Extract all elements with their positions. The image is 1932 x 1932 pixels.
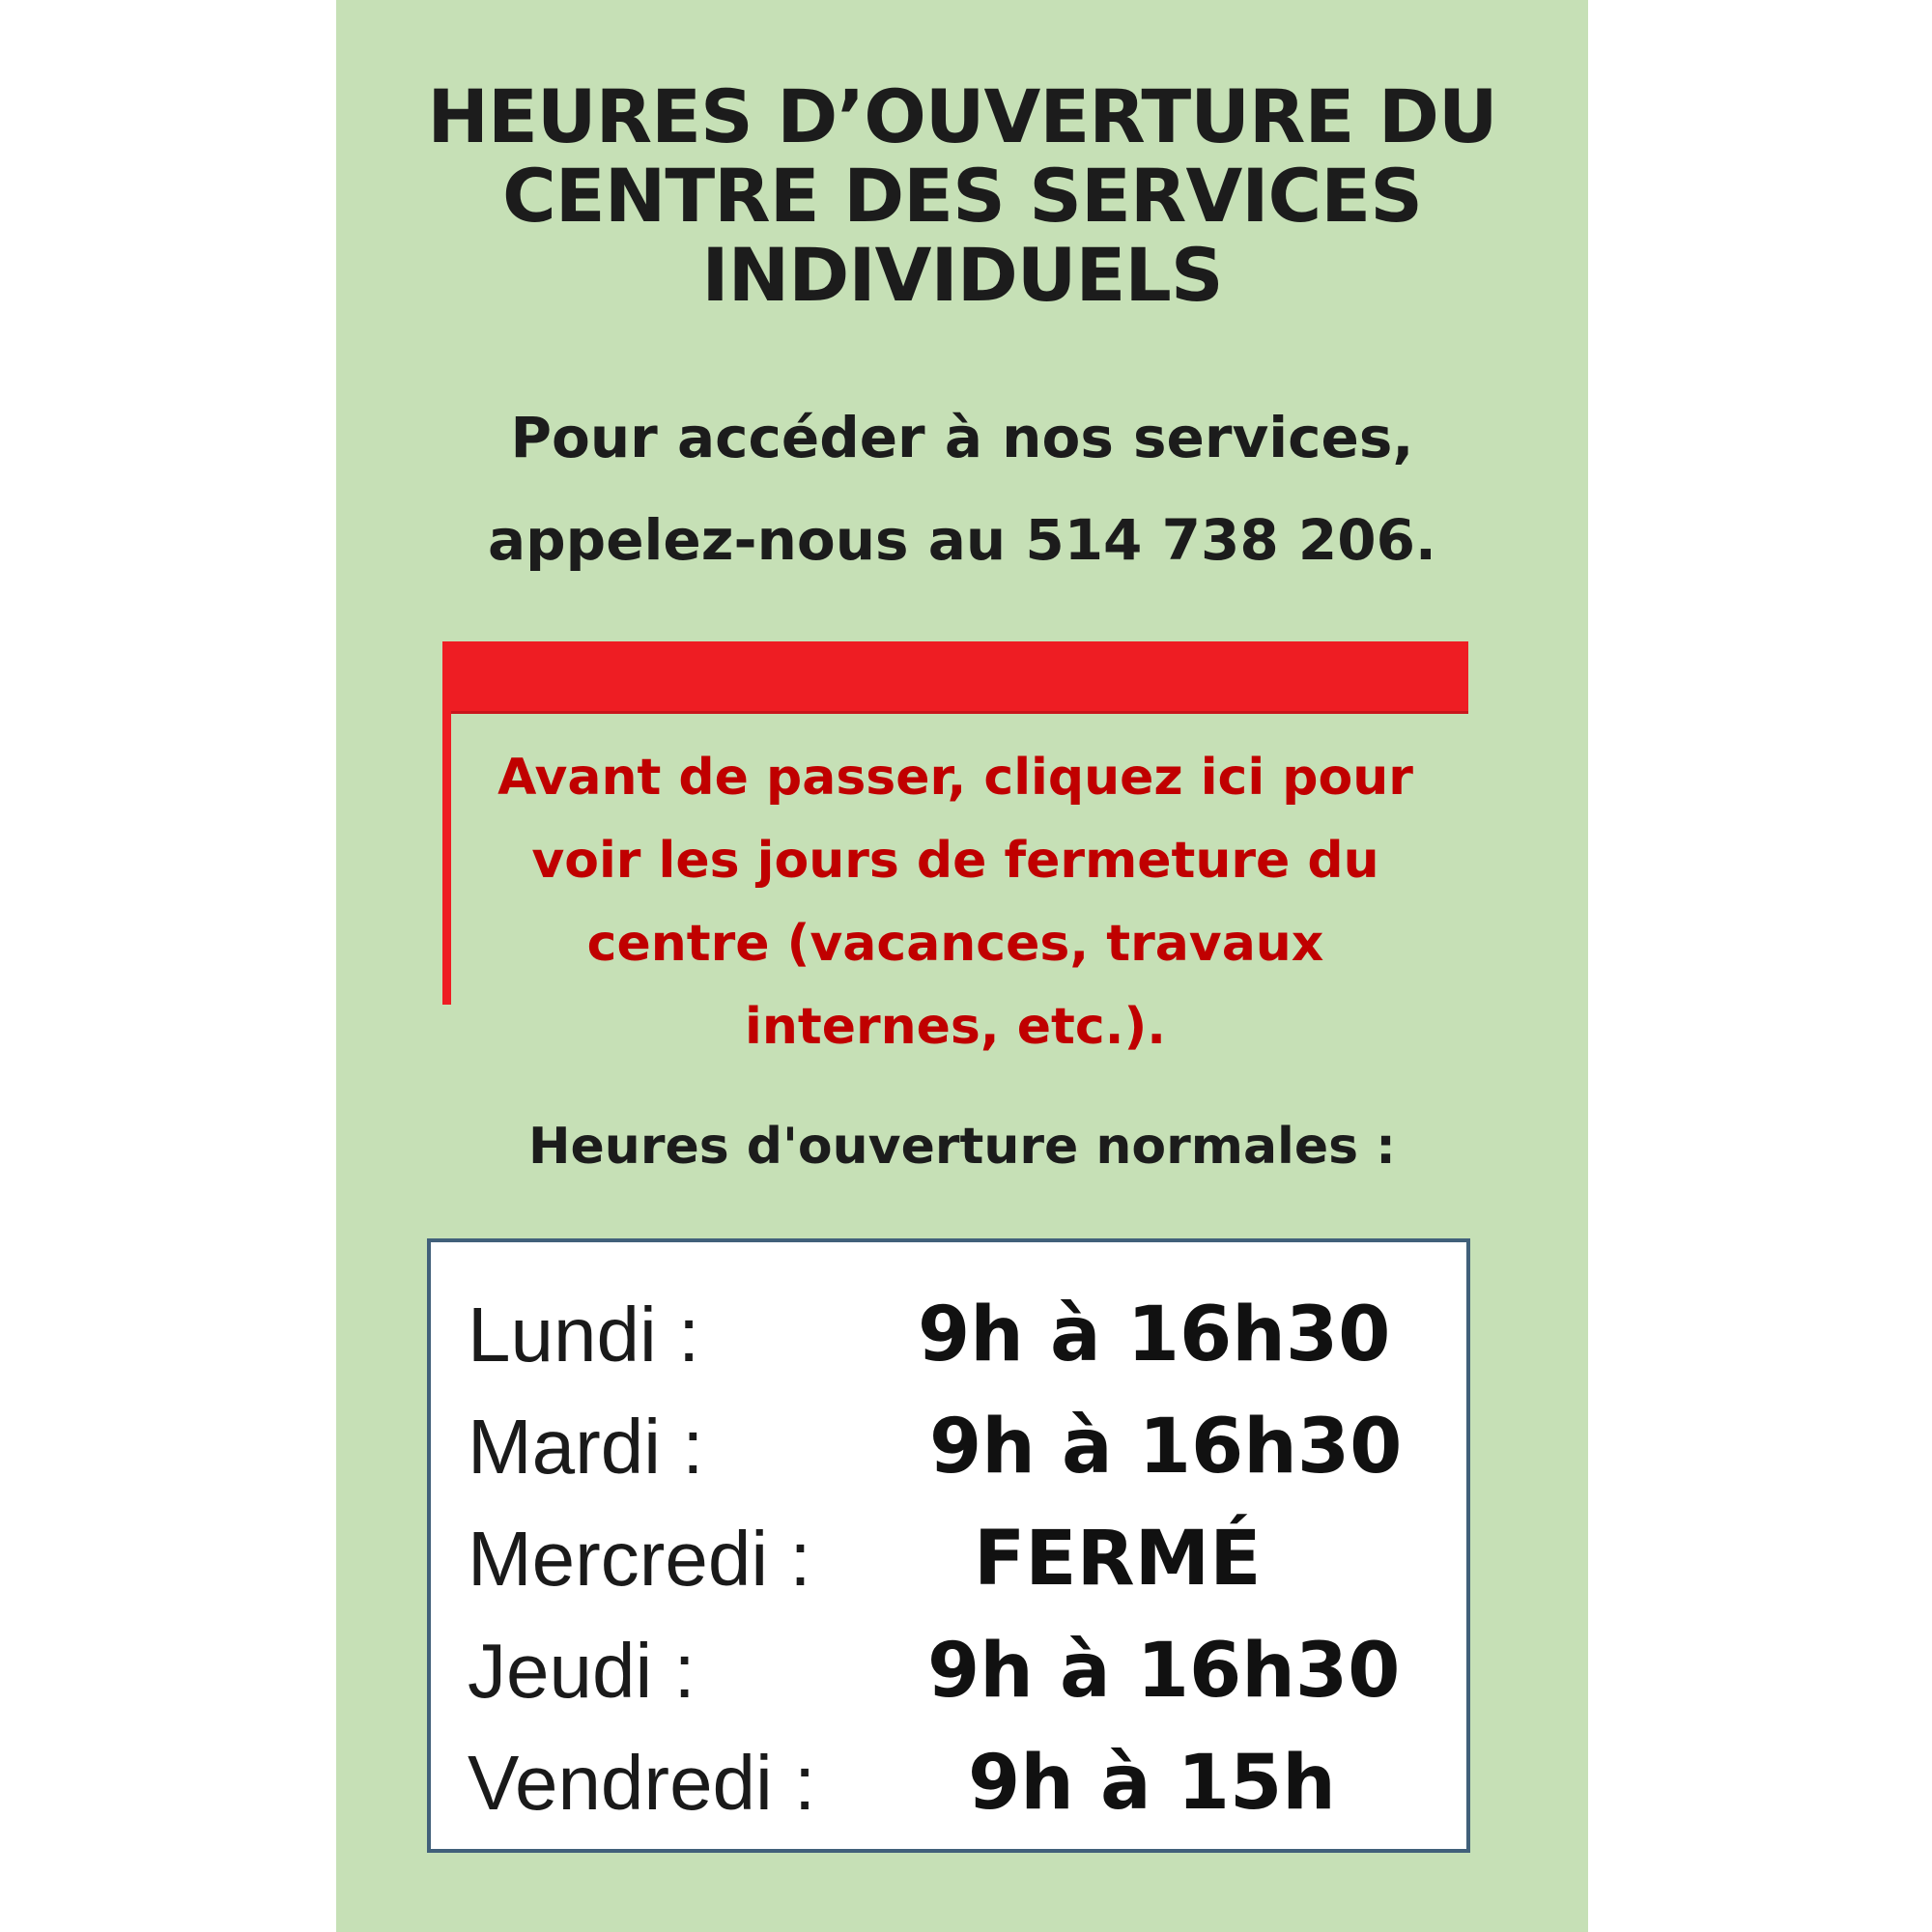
day-label: Mercredi : — [468, 1516, 811, 1602]
poster — [336, 0, 1588, 1932]
notice-line-1: Avant de passer, cliquez ici pour — [497, 749, 1413, 807]
title-line-3: INDIVIDUELS — [701, 232, 1223, 318]
notice-line-4: internes, etc.). — [745, 998, 1166, 1056]
day-hours: 9h à 15h — [968, 1740, 1336, 1827]
day-hours: 9h à 16h30 — [929, 1404, 1403, 1491]
hours-table — [427, 1238, 1470, 1853]
closure-days-link[interactable] — [442, 736, 1468, 1068]
contact-info — [336, 386, 1588, 591]
day-hours: 9h à 16h30 — [918, 1292, 1391, 1378]
day-label: Jeudi : — [468, 1628, 696, 1714]
schedule-row-tuesday — [431, 1391, 1466, 1503]
day-hours: 9h à 16h30 — [927, 1628, 1401, 1715]
contact-line-1: Pour accéder à nos services, — [510, 405, 1414, 470]
schedule-row-monday — [431, 1279, 1466, 1391]
day-label: Mardi : — [468, 1404, 704, 1490]
day-label: Vendredi : — [468, 1740, 816, 1826]
red-banner — [442, 641, 1468, 714]
schedule-row-wednesday — [431, 1503, 1466, 1615]
notice-line-3: centre (vacances, travaux — [586, 915, 1324, 973]
notice-line-2: voir les jours de fermeture du — [531, 832, 1379, 890]
schedule-row-thursday — [431, 1615, 1466, 1727]
day-hours: FERMÉ — [974, 1516, 1262, 1603]
page-title — [336, 73, 1588, 318]
title-line-2: CENTRE DES SERVICES — [502, 153, 1422, 239]
title-line-1: HEURES D’OUVERTURE DU — [427, 73, 1497, 159]
contact-line-2: appelez-nous au 514 738 206. — [488, 507, 1436, 573]
schedule-row-friday — [431, 1727, 1466, 1839]
day-label: Lundi : — [468, 1292, 700, 1378]
normal-hours-heading: Heures d'ouverture normales : — [528, 1118, 1396, 1176]
